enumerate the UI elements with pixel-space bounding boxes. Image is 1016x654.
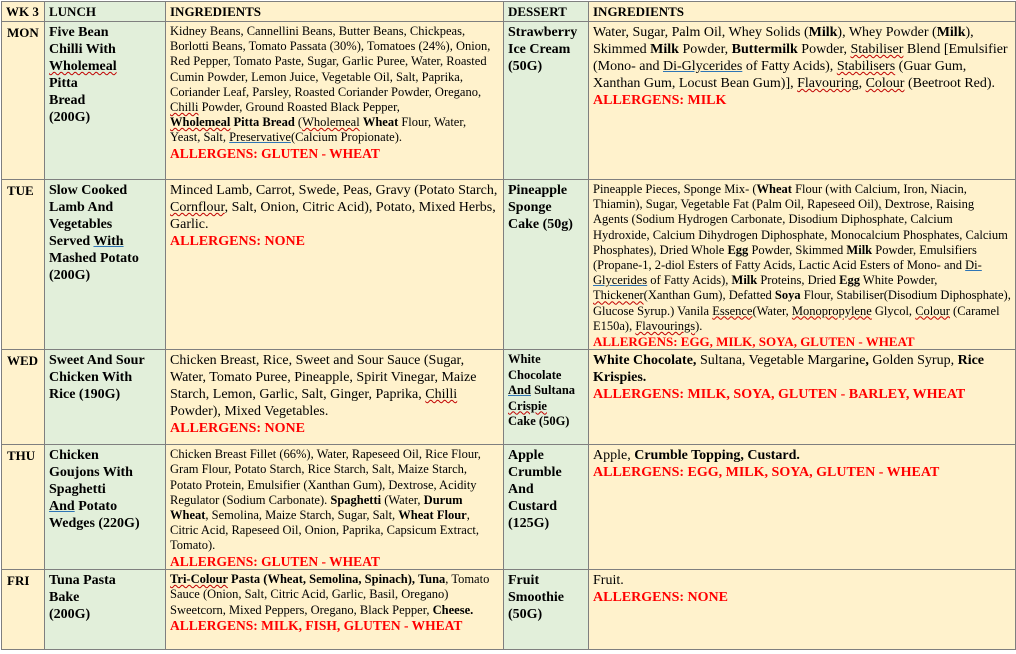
lunch-dish: Sweet And Sour Chicken With Rice (190G) <box>45 350 166 445</box>
tuesday-row <box>2 180 1016 350</box>
dessert-ingredients: Pineapple Pieces, Sponge Mix- (Wheat Flour (with Calcium, Iron, Niacin, Thiamin), Sugar, Vegetable Fat (Palm Oil, Rapeseed Oil), Dextrose, Raising Agents (Sodium Hydrogen Carbonate, Disodium Diphosphate, Calcium Hydroxide, Calcium Dihydrogen Diphosphate, Monocalcium Phosphates, Calcium Phosphates), Dried Whole Egg Powder, Skimmed Milk Powder, Emulsifiers (Propane-1, 2-diol Esters of Fatty Acids, Lactic Acid Esters of Mono- and Di-Glycerides of Fatty Acids), Milk Proteins, Dried Egg White Powder, Thickener(Xanthan Gum), Defatted Soya Flour, Stabiliser(Disodium Diphosphate), Glucose Syrup.) Vanila Essence(Water, Monopropylene Glycol, Colour (Caramel E150a), Flavourings). ALLERGENS: EGG, MILK, SOYA, GLUTEN - WHEAT <box>589 180 1016 350</box>
weekly-menu-table <box>1 1 1016 650</box>
allergens-text: ALLERGENS: MILK <box>593 93 727 108</box>
lunch-dish: Five Bean Chilli With Wholemeal Pitta Bread (200G) <box>45 22 166 180</box>
lunch-header: LUNCH <box>45 2 166 22</box>
thursday-row <box>2 445 1016 570</box>
dessert-ingredients: White Chocolate, Sultana, Vegetable Margarine, Golden Syrup, Rice Krispies. ALLERGENS: MILK, SOYA, GLUTEN - BARLEY, WHEAT <box>589 350 1016 445</box>
allergens-text: ALLERGENS: EGG, MILK, SOYA, GLUTEN - WHEAT <box>593 465 940 481</box>
header-row <box>2 2 1016 22</box>
dessert-ingredients: Apple, Crumble Topping, Custard. ALLERGENS: EGG, MILK, SOYA, GLUTEN - WHEAT <box>589 445 1016 570</box>
lunch-ingredients: Chicken Breast Fillet (66%), Water, Rapeseed Oil, Rice Flour, Gram Flour, Potato Starch, Rice Starch, Salt, Maize Starch, Potato Protein, Emulsifier (Xanthan Gum), Dextrose, Acidity Regulator (Sodium Carbonate). Spaghetti (Water, Durum Wheat, Semolina, Maize Starch, Sugar, Salt, Wheat Flour, Citric Acid, Rapeseed Oil, Onion, Paprika, Capsicum Extract, Tomato). ALLERGENS: GLUTEN - WHEAT <box>166 445 504 570</box>
dessert-dish: Fruit Smoothie (50G) <box>504 570 589 650</box>
dessert-ingredients: Fruit. ALLERGENS: NONE <box>589 570 1016 650</box>
week-header: WK 3 <box>2 2 45 22</box>
allergens-text: ALLERGENS: GLUTEN - WHEAT <box>170 145 380 161</box>
dessert-dish: Strawberry Ice Cream (50G) <box>504 22 589 180</box>
lunch-ingredients: Tri-Colour Pasta (Wheat, Semolina, Spinach), Tuna, Tomato Sauce (Onion, Salt, Citric Acid, Garlic, Basil, Oregano) Sweetcorn, Mixed Peppers, Oregano, Black Pepper, Cheese. ALLERGENS: MILK, FISH, GLUTEN - WHEAT <box>166 570 504 650</box>
dessert-dish: White Chocolate And Sultana Crispie Cake (50G) <box>504 350 589 445</box>
day-label: TUE <box>2 180 45 350</box>
dessert-dish: Apple Crumble And Custard (125G) <box>504 445 589 570</box>
allergens-text: ALLERGENS: EGG, MILK, SOYA, GLUTEN - WHEAT <box>593 334 915 350</box>
allergens-text: ALLERGENS: GLUTEN - WHEAT <box>170 553 380 569</box>
lunch-dish: Tuna Pasta Bake (200G) <box>45 570 166 650</box>
dessert-header: DESSERT <box>504 2 589 22</box>
allergens-text: ALLERGENS: NONE <box>593 590 728 606</box>
monday-row <box>2 22 1016 180</box>
lunch-ingredients-header: INGREDIENTS <box>166 2 504 22</box>
day-label: THU <box>2 445 45 570</box>
lunch-dish: Chicken Goujons With Spaghetti And Potato Wedges (220G) <box>45 445 166 570</box>
allergens-text: ALLERGENS: MILK, SOYA, GLUTEN - BARLEY, WHEAT <box>593 387 966 403</box>
day-label: WED <box>2 350 45 445</box>
dessert-ingredients-header: INGREDIENTS <box>589 2 1016 22</box>
lunch-ingredients: Chicken Breast, Rice, Sweet and Sour Sauce (Sugar, Water, Tomato Puree, Pineapple, Spirit Vinegar, Maize Starch, Lemon, Garlic, Salt, Ginger, Paprika, Chilli Powder), Mixed Vegetables. ALLERGENS: NONE <box>166 350 504 445</box>
allergens-text: ALLERGENS: NONE <box>170 234 305 249</box>
allergens-text: ALLERGENS: MILK, FISH, GLUTEN - WHEAT <box>170 617 463 633</box>
allergens-text: ALLERGENS: NONE <box>170 421 305 437</box>
lunch-dish: Slow Cooked Lamb And Vegetables Served With Mashed Potato (200G) <box>45 180 166 350</box>
day-label: FRI <box>2 570 45 650</box>
day-label: MON <box>2 22 45 180</box>
lunch-ingredients: Minced Lamb, Carrot, Swede, Peas, Gravy (Potato Starch, Cornflour, Salt, Onion, Citric Acid), Potato, Mixed Herbs, Garlic. ALLERGENS: NONE <box>166 180 504 350</box>
dessert-dish: Pineapple Sponge Cake (50g) <box>504 180 589 350</box>
lunch-ingredients: Kidney Beans, Cannellini Beans, Butter Beans, Chickpeas, Borlotti Beans, Tomato Passata (30%), Tomatoes (24%), Onion, Red Pepper, Tomato Paste, Sugar, Garlic Puree, Water, Roasted Cumin Powder, Lemon Juice, Vegetable Oil, Salt, Paprika, Coriander Leaf, Parsley, Roasted Coriander Powder, Oregano, Chilli Powder, Ground Roasted Black Pepper, Wholemeal Pitta Bread (Wholemeal Wheat Flour, Water, Yeast, Salt, Preservative(Calcium Propionate). ALLERGENS: GLUTEN - WHEAT <box>166 22 504 180</box>
wednesday-row <box>2 350 1016 445</box>
friday-row <box>2 570 1016 650</box>
dessert-ingredients: Water, Sugar, Palm Oil, Whey Solids (Milk), Whey Powder (Milk), Skimmed Milk Powder, Buttermilk Powder, Stabiliser Blend [Emulsifier (Mono- and Di-Glycerides of Fatty Acids), Stabilisers (Guar Gum, Xanthan Gum, Locust Bean Gum)], Flavouring, Colour (Beetroot Red). ALLERGENS: MILK <box>589 22 1016 180</box>
